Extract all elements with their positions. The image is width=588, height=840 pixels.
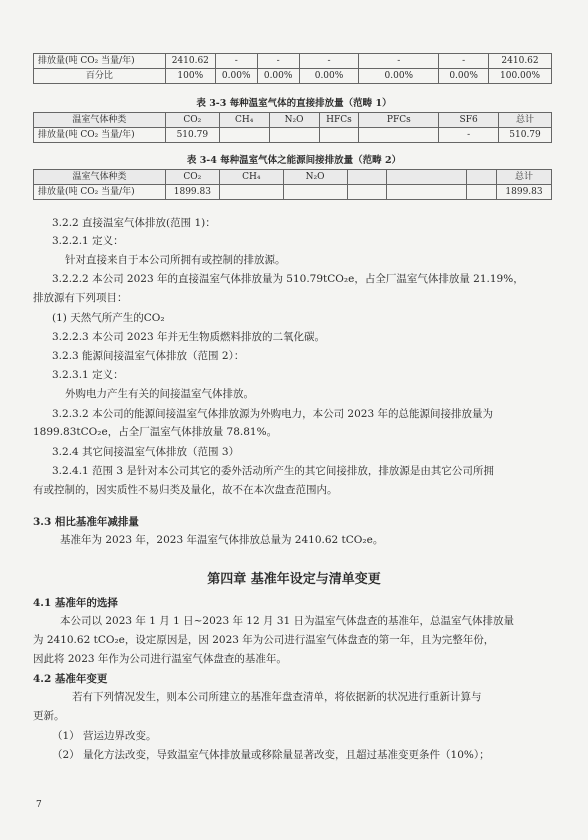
paragraph: 3.2.2.1 定义： — [52, 235, 124, 247]
paragraph: 3.2.2.2 本公司 2023 年的直接温室气体排放量为 510.79tCO₂e，占全厂温室气体排放量 21.19%， — [52, 273, 524, 285]
table-cell — [347, 185, 387, 200]
list-item: （2） 量化方法改变，导致温室气体排放量或移除量显著改变，且超过基准变更条件（10%）； — [52, 749, 490, 761]
column-header: N₂O — [269, 113, 319, 128]
table-cell: - — [215, 54, 257, 69]
paragraph: 本公司以 2023 年 1 月 1 日~2023 年 12 月 31 日为温室气体盘查的基准年，总温室气体排放量 — [60, 615, 515, 627]
column-header: 总计 — [499, 113, 552, 128]
column-header: 总计 — [497, 170, 552, 185]
section-heading: 3.3 相比基准年减排量 — [33, 516, 139, 528]
paragraph: 1899.83tCO₂e，占全厂温室气体排放量 78.81%。 — [33, 426, 278, 438]
column-header: N₂O — [283, 170, 347, 185]
paragraph: 基准年为 2023 年，2023 年温室气体排放总量为 2410.62 tCO₂e。 — [60, 534, 384, 546]
table-cell: - — [299, 54, 359, 69]
table-cell: 100% — [165, 69, 215, 84]
table-cell — [319, 128, 359, 143]
table-cell: 0.00% — [439, 69, 489, 84]
table-cell: 100.00% — [489, 69, 552, 84]
paragraph: 为 2410.62 tCO₂e，设定原因是，因 2023 年为公司进行温室气体盘查的第一年，且为完整年份， — [33, 634, 495, 646]
paragraph: 更新。 — [33, 710, 65, 722]
emissions-by-gas-table — [33, 53, 552, 84]
table-cell: - — [257, 54, 299, 69]
table-header-row — [34, 170, 552, 185]
paragraph: 因此将 2023 年作为公司进行温室气体盘查的基准年。 — [33, 653, 287, 665]
table-cell: 排放量(吨 CO₂ 当量/年) — [34, 54, 166, 69]
table-caption: 表 3-3 每种温室气体的直接排放量（范畴 1） — [196, 98, 392, 109]
table-cell — [219, 185, 283, 200]
column-header — [387, 170, 467, 185]
paragraph: 排放源有下列项目： — [33, 292, 128, 304]
column-header: CO₂ — [165, 113, 219, 128]
section-heading: 3.2.4 其它间接温室气体排放（范围 3） — [52, 446, 240, 458]
table-cell — [219, 128, 269, 143]
column-header: 温室气体种类 — [34, 113, 166, 128]
table-cell — [283, 185, 347, 200]
column-header — [467, 170, 497, 185]
paragraph: 针对直接来自于本公司所拥有或控制的排放源。 — [65, 254, 286, 266]
table-cell — [269, 128, 319, 143]
table-cell: 2410.62 — [489, 54, 552, 69]
table-cell: - — [439, 128, 499, 143]
column-header: CO₂ — [165, 170, 219, 185]
table-cell: 排放量(吨 CO₂ 当量/年) — [34, 185, 166, 200]
paragraph: 有或控制的，因实质性不易归类及量化，故不在本次盘查范围内。 — [33, 484, 338, 496]
column-header: SF6 — [439, 113, 499, 128]
table-cell: 0.00% — [215, 69, 257, 84]
paragraph: 外购电力产生有关的间接温室气体排放。 — [65, 388, 254, 400]
paragraph: 3.2.2.3 本公司 2023 年并无生物质燃料排放的二氧化碳。 — [52, 331, 325, 343]
column-header: HFCs — [319, 113, 359, 128]
column-header: PFCs — [359, 113, 439, 128]
table-cell — [467, 185, 497, 200]
column-header: CH₄ — [219, 170, 283, 185]
table-cell: 510.79 — [165, 128, 219, 143]
table-cell: 2410.62 — [165, 54, 215, 69]
paragraph: 3.2.3.1 定义： — [52, 369, 124, 381]
table-cell: - — [439, 54, 489, 69]
table-row — [34, 185, 552, 200]
column-header — [347, 170, 387, 185]
table-cell — [359, 128, 439, 143]
table-cell: 0.00% — [299, 69, 359, 84]
table-header-row — [34, 113, 552, 128]
direct-emissions-table — [33, 112, 552, 143]
paragraph: 若有下列情况发生，则本公司所建立的基准年盘查清单，将依据新的状况进行重新计算与 — [72, 691, 482, 703]
section-heading: 4.1 基准年的选择 — [33, 597, 118, 609]
table-cell: 排放量(吨 CO₂ 当量/年) — [34, 128, 166, 143]
table-row — [34, 69, 552, 84]
list-item: （1） 营运边界改变。 — [52, 730, 157, 742]
page-number: 7 — [36, 800, 42, 810]
table-row — [34, 54, 552, 69]
column-header: 温室气体种类 — [34, 170, 166, 185]
table-row — [34, 128, 552, 143]
energy-indirect-emissions-table — [33, 169, 552, 200]
table-cell — [387, 185, 467, 200]
table-cell: 510.79 — [499, 128, 552, 143]
paragraph: 3.2.4.1 范围 3 是针对本公司其它的委外活动所产生的其它间接排放，排放源是由其它公司所拥 — [52, 465, 494, 477]
list-item: (1) 天然气所产生的CO₂ — [52, 312, 165, 324]
table-cell: 1899.83 — [165, 185, 219, 200]
column-header: CH₄ — [219, 113, 269, 128]
section-heading: 4.2 基准年变更 — [33, 673, 108, 685]
chapter-title: 第四章 基准年设定与清单变更 — [207, 572, 381, 587]
table-cell: 1899.83 — [497, 185, 552, 200]
table-caption: 表 3-4 每种温室气体之能源间接排放量（范畴 2） — [186, 155, 402, 166]
section-heading: 3.2.3 能源间接温室气体排放（范围 2）： — [52, 350, 245, 362]
section-heading: 3.2.2 直接温室气体排放(范围 1)： — [52, 217, 216, 229]
table-cell: - — [359, 54, 439, 69]
table-cell: 0.00% — [257, 69, 299, 84]
paragraph: 3.2.3.2 本公司的能源间接温室气体排放源为外购电力，本公司 2023 年的总能源间接排放量为 — [52, 408, 493, 420]
table-cell: 百分比 — [34, 69, 166, 84]
table-cell: 0.00% — [359, 69, 439, 84]
